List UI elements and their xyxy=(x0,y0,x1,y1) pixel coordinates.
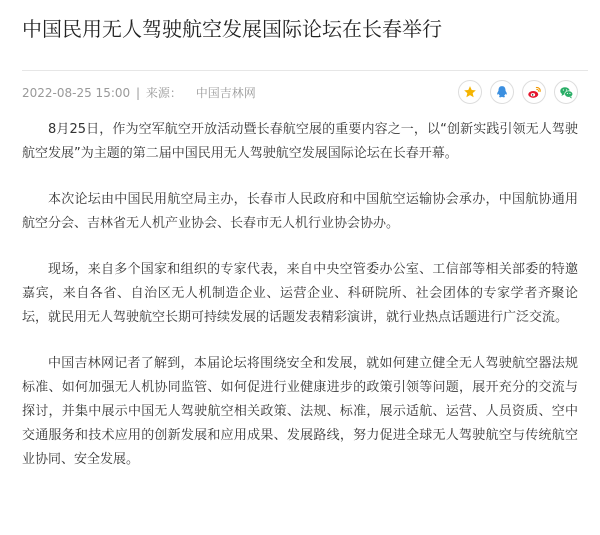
source-name[interactable]: 中国吉林网 xyxy=(195,86,256,100)
star-icon xyxy=(463,85,477,99)
share-star-button[interactable] xyxy=(458,80,482,104)
source-label: 来源： xyxy=(145,86,182,100)
wechat-icon xyxy=(559,85,574,100)
article-paragraph: 本次论坛由中国民用航空局主办，长春市人民政府和中国航空运输协会承办，中国航协通用航空分会、吉林省无人机产业协会、长春市无人机行业协会协办。 xyxy=(22,192,578,231)
article-title: 中国民用无人驾驶航空发展国际论坛在长春举行 xyxy=(22,17,442,41)
share-qq-button[interactable] xyxy=(490,80,514,104)
article-meta xyxy=(22,84,256,102)
weibo-icon xyxy=(527,85,542,100)
title-divider xyxy=(22,70,588,71)
share-wechat-button[interactable] xyxy=(554,80,578,104)
share-weibo-button[interactable] xyxy=(522,80,546,104)
qq-icon xyxy=(495,85,509,99)
publish-datetime: 2022-08-25 15:00 xyxy=(22,86,131,100)
article-paragraph: 现场，来自多个国家和组织的专家代表，来自中央空管委办公室、工信部等相关部委的特邀嘉宾，来自各省、自治区无人机制造企业、运营企业、科研院所、社会团体的专家学者齐聚论坛，就民用无人驾驶航空长期可持续发展的话题发表精彩演讲，就行业热点话题进行广泛交流。 xyxy=(22,262,578,325)
article-paragraph: 中国吉林网记者了解到，本届论坛将围绕安全和发展，就如何建立健全无人驾驶航空器法规标准、如何加强无人机协同监管、如何促进行业健康进步的政策引领等问题，展开充分的交流与探讨，并集中展示中国无人驾驶航空相关政策、法规、标准，展示适航、运营、人员资质、空中交通服务和技术应用的创新发展和应用成果、发展路线，努力促进全球无人驾驶航空与传统航空业协同、安全发展。 xyxy=(22,356,578,467)
meta-separator: | xyxy=(135,86,141,100)
article-body xyxy=(22,118,578,490)
share-bar xyxy=(458,80,578,104)
article-paragraph: 8月25日，作为空军航空开放活动暨长春航空展的重要内容之一，以“创新实践引领无人驾驶航空发展”为主题的第二届中国民用无人驾驶航空发展国际论坛在长春开幕。 xyxy=(22,122,578,161)
